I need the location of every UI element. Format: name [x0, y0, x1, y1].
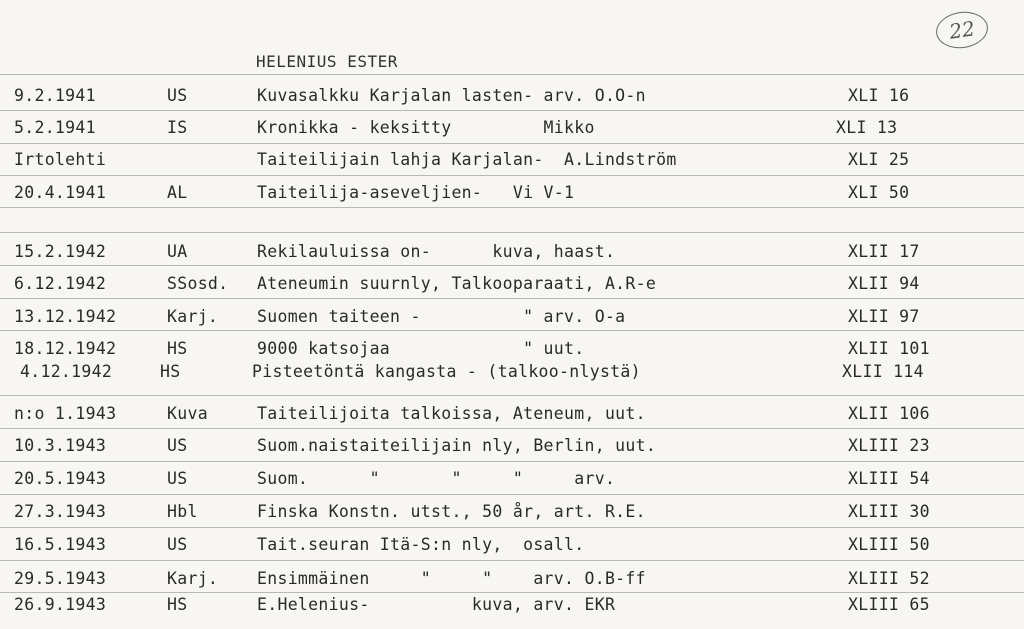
entry-source: Kuva — [167, 404, 208, 423]
divider — [0, 494, 1024, 495]
entry-row — [0, 242, 1024, 266]
divider — [0, 110, 1024, 111]
divider — [0, 298, 1024, 299]
entry-description: Pisteetöntä kangasta - (talkoo-nlystä) — [252, 362, 641, 381]
entry-date: 20.5.1943 — [14, 469, 107, 488]
divider — [0, 232, 1024, 233]
entry-row — [0, 86, 1024, 110]
entry-row — [0, 183, 1024, 207]
entry-description: Taiteilijoita talkoissa, Ateneum, uut. — [257, 404, 646, 423]
entry-reference: XLII 97 — [848, 307, 920, 326]
entry-row — [0, 362, 1024, 386]
entry-reference: XLIII 50 — [848, 535, 930, 554]
entry-source: US — [167, 86, 188, 105]
entry-description: Kuvasalkku Karjalan lasten- arv. O.O-n — [257, 86, 646, 105]
entry-source: Karj. — [167, 307, 219, 326]
entry-reference: XLI 25 — [848, 150, 910, 169]
entry-date: 18.12.1942 — [14, 339, 117, 358]
entry-row — [0, 595, 1024, 619]
entry-description: Suom.naistaiteilijain nly, Berlin, uut. — [257, 436, 657, 455]
entry-source: SSosd. — [167, 274, 229, 293]
divider — [0, 143, 1024, 144]
entry-row — [0, 150, 1024, 174]
divider — [0, 175, 1024, 176]
divider — [0, 395, 1024, 396]
entry-row — [0, 274, 1024, 298]
divider — [0, 560, 1024, 561]
entry-date: Irtolehti — [14, 150, 107, 169]
entry-reference: XLII 17 — [848, 242, 920, 261]
entry-date: 6.12.1942 — [14, 274, 107, 293]
entry-reference: XLII 114 — [842, 362, 924, 381]
divider — [0, 461, 1024, 462]
entry-reference: XLIII 65 — [848, 595, 930, 614]
entry-date: 27.3.1943 — [14, 502, 107, 521]
entry-source: AL — [167, 183, 188, 202]
entry-source: US — [167, 436, 188, 455]
entry-reference: XLI 50 — [848, 183, 910, 202]
entry-row — [0, 339, 1024, 363]
entry-reference: XLIII 23 — [848, 436, 930, 455]
divider — [0, 207, 1024, 208]
circled-page-number: 22 — [934, 9, 991, 52]
entry-row — [0, 569, 1024, 593]
entry-date: 5.2.1941 — [14, 118, 96, 137]
entry-date: 29.5.1943 — [14, 569, 107, 588]
entry-source: US — [167, 469, 188, 488]
entry-source: HS — [167, 339, 188, 358]
entry-description: Tait.seuran Itä-S:n nly, osall. — [257, 535, 585, 554]
entry-description: Ensimmäinen " " arv. O.B-ff — [257, 569, 646, 588]
entry-row — [0, 469, 1024, 493]
entry-description: Suomen taiteen - " arv. O-a — [257, 307, 626, 326]
entry-source: UA — [167, 242, 188, 261]
entry-row — [0, 404, 1024, 428]
entry-reference: XLII 94 — [848, 274, 920, 293]
entry-row — [0, 535, 1024, 559]
entry-date: 9.2.1941 — [14, 86, 96, 105]
card-title: HELENIUS ESTER — [256, 52, 398, 71]
entry-source: Karj. — [167, 569, 219, 588]
entry-date: 15.2.1942 — [14, 242, 107, 261]
entry-row — [0, 307, 1024, 331]
entry-date: 10.3.1943 — [14, 436, 107, 455]
entry-description: Rekilauluissa on- kuva, haast. — [257, 242, 616, 261]
entry-date: n:o 1.1943 — [14, 404, 117, 423]
entry-reference: XLI 13 — [836, 118, 898, 137]
entry-reference: XLI 16 — [848, 86, 910, 105]
divider — [0, 527, 1024, 528]
entry-source: HS — [160, 362, 181, 381]
entry-description: Taiteilija-aseveljien- Vi V-1 — [257, 183, 575, 202]
entry-row — [0, 118, 1024, 142]
entry-date: 26.9.1943 — [14, 595, 107, 614]
entry-description: Finska Konstn. utst., 50 år, art. R.E. — [257, 502, 646, 521]
entry-reference: XLIII 30 — [848, 502, 930, 521]
entry-source: US — [167, 535, 188, 554]
entry-source: HS — [167, 595, 188, 614]
entry-description: E.Helenius- kuva, arv. EKR — [257, 595, 616, 614]
entry-reference: XLII 101 — [848, 339, 930, 358]
entry-row — [0, 502, 1024, 526]
entry-date: 16.5.1943 — [14, 535, 107, 554]
entry-date: 20.4.1941 — [14, 183, 107, 202]
entry-reference: XLIII 52 — [848, 569, 930, 588]
entry-row — [0, 436, 1024, 460]
entry-date: 13.12.1942 — [14, 307, 117, 326]
divider — [0, 74, 1024, 75]
entry-description: Ateneumin suurnly, Talkooparaati, A.R-e — [257, 274, 657, 293]
divider — [0, 428, 1024, 429]
entry-source: Hbl — [167, 502, 198, 521]
entry-reference: XLII 106 — [848, 404, 930, 423]
entry-reference: XLIII 54 — [848, 469, 930, 488]
entry-description: 9000 katsojaa " uut. — [257, 339, 585, 358]
entry-date: 4.12.1942 — [20, 362, 113, 381]
entry-description: Suom. " " " arv. — [257, 469, 616, 488]
entry-source: IS — [167, 118, 188, 137]
entry-description: Kronikka - keksitty Mikko — [257, 118, 595, 137]
entry-description: Taiteilijain lahja Karjalan- A.Lindström — [257, 150, 677, 169]
